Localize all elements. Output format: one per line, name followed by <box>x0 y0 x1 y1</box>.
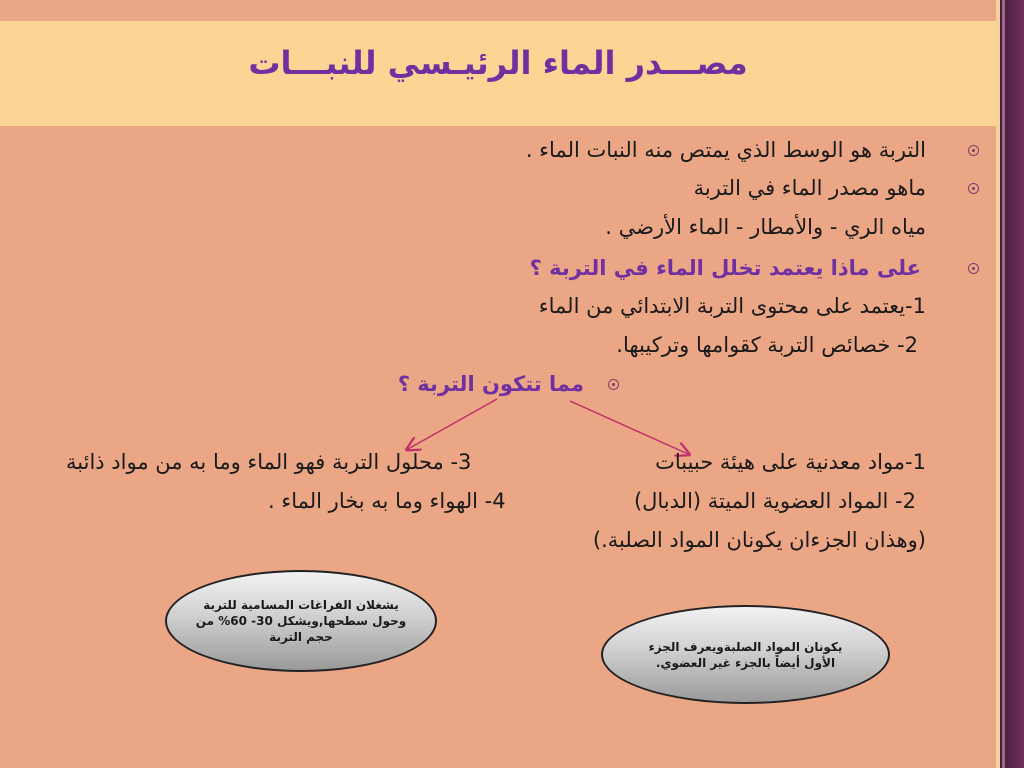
text-line-factor-1: 1-يعتمد على محتوى التربة الابتدائي من الماء <box>538 294 926 318</box>
text-line-water-source-question: ماهو مصدر الماء في التربة <box>693 176 926 200</box>
text-line-factor-2: 2- خصائص التربة كقوامها وتركيبها. <box>616 333 918 357</box>
component-soil-solution: 3- محلول التربة فهو الماء وما به من مواد ذائبة <box>66 450 472 474</box>
note-oval-pores: يشغلان الفراغات المسامية للتربة وحول سطحها,ويشكل 30- 60% من حجم التربة <box>165 570 437 672</box>
text-line-water-sources: مياه الري - والأمطار - الماء الأرضي . <box>605 215 926 239</box>
component-organic: 2- المواد العضوية الميتة (الدبال) <box>633 489 916 513</box>
component-solid-note: (وهذان الجزءان يكونان المواد الصلبة.) <box>592 528 926 552</box>
text-line-infiltration-question: على ماذا يعتمد تخلل الماء في التربة ؟ <box>529 256 921 280</box>
component-air: 4- الهواء وما به بخار الماء . <box>268 489 506 513</box>
slide-title: مصـــدر الماء الرئيـسي للنبـــات <box>248 44 748 82</box>
note-oval-solids: يكونان المواد الصلبةويعرف الجزء الأول أيضاً بالجزء غير العضوي. <box>601 605 890 704</box>
decorative-edge-strip <box>996 0 1000 768</box>
component-mineral: 1-مواد معدنية على هيئة حبيبات <box>655 450 926 474</box>
text-line-soil-components-question: مما تتكون التربة ؟ <box>397 372 584 396</box>
arrow-to-liquid-components <box>408 399 497 449</box>
text-line-soil-definition: التربة هو الوسط الذي يمتص منه النبات الماء . <box>525 138 926 162</box>
